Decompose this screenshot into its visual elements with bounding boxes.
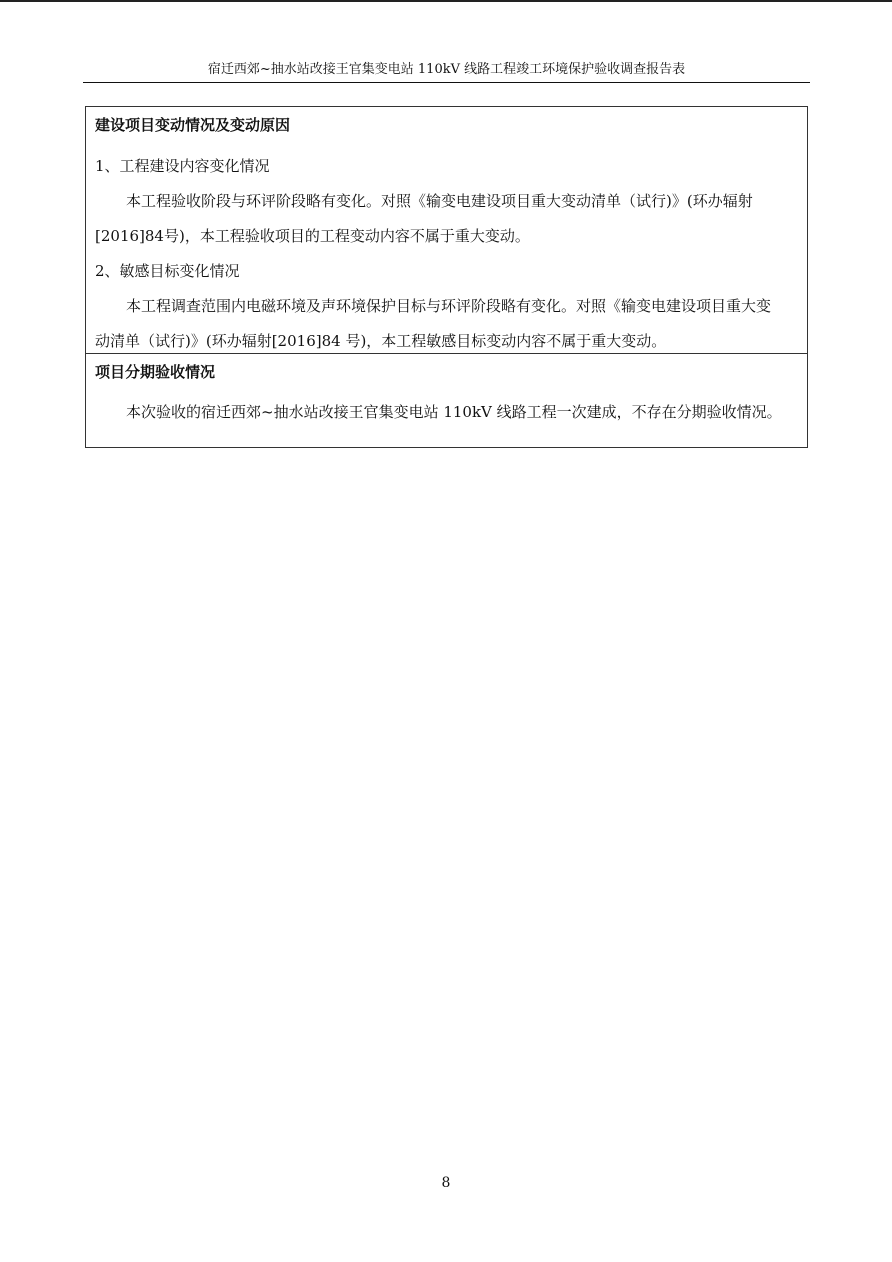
header-rule — [83, 82, 810, 83]
section-phased-acceptance — [86, 354, 807, 447]
report-table — [85, 106, 808, 448]
subheading-sensitive-target-changes: 2、敏感目标变化情况 — [95, 262, 240, 280]
paragraph-sensitive-line-1: 本工程调查范围内电磁环境及声环境保护目标与环评阶段略有变化。对照《输变电建设项目重大变 — [126, 297, 772, 315]
paragraph-construction-line-1: 本工程验收阶段与环评阶段略有变化。对照《输变电建设项目重大变动清单（试行)》(环办辐射 — [126, 192, 753, 210]
section-heading-changes: 建设项目变动情况及变动原因 — [95, 116, 291, 134]
section-changes — [86, 107, 807, 354]
paragraph-sensitive-line-2: 动清单（试行)》(环办辐射[2016]84 号)，本工程敏感目标变动内容不属于重大变动。 — [95, 332, 667, 350]
page-top-border — [0, 0, 892, 2]
paragraph-construction-line-2: [2016]84号)，本工程验收项目的工程变动内容不属于重大变动。 — [95, 227, 530, 245]
paragraph-phased-acceptance: 本次验收的宿迁西郊~抽水站改接王官集变电站 110kV 线路工程一次建成，不存在分期验收情况。 — [126, 403, 782, 421]
section-heading-phased-acceptance: 项目分期验收情况 — [95, 363, 216, 381]
page-number: 8 — [441, 1175, 451, 1191]
running-header: 宿迁西郊~抽水站改接王官集变电站 110kV 线路工程竣工环境保护验收调查报告表 — [207, 62, 686, 77]
subheading-construction-changes: 1、工程建设内容变化情况 — [95, 157, 270, 175]
